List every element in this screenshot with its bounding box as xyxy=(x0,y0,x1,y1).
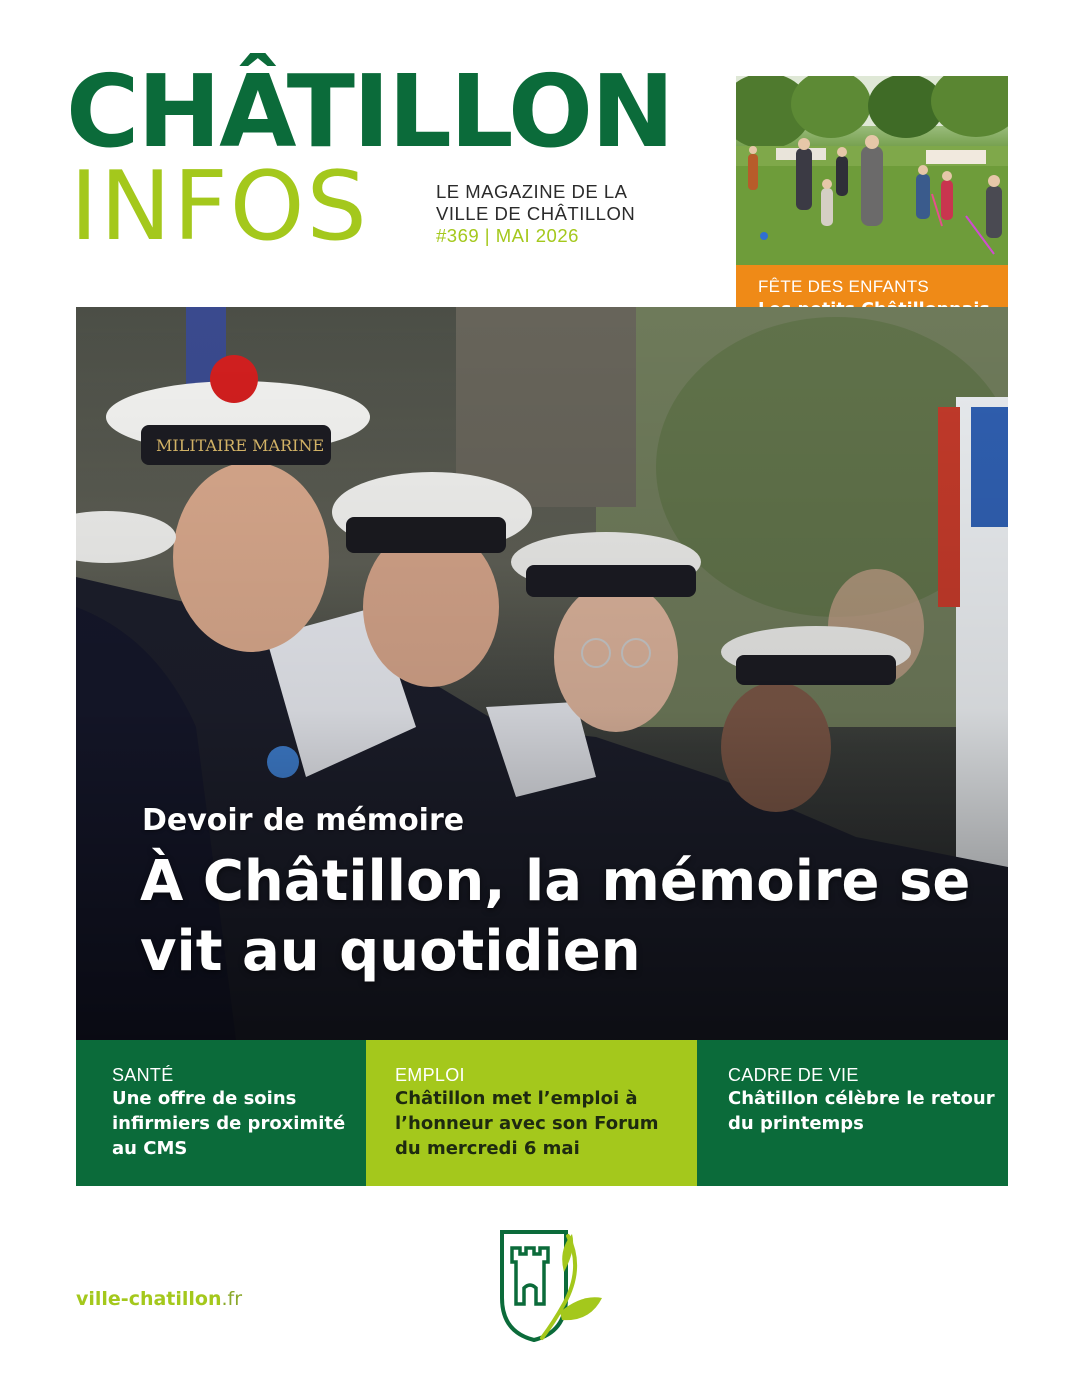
teaser-photo-illustration xyxy=(736,76,1008,265)
tagline-line2: VILLE DE CHÂTILLON xyxy=(436,203,636,224)
teaser-photo[interactable] xyxy=(736,76,1008,265)
panel-headline: Châtillon met l’emploi à l’honneur avec son Forum du mercredi 6 mai xyxy=(395,1088,659,1159)
panel-category: SANTÉ xyxy=(112,1065,174,1085)
city-crest-logo-icon xyxy=(498,1228,608,1344)
website-domain: ville-chatillon xyxy=(76,1288,222,1310)
panel-headline: Châtillon célèbre le retour du printemps xyxy=(728,1088,995,1134)
teaser-category: FÊTE DES ENFANTS xyxy=(758,277,930,296)
hero-kicker: Devoir de mémoire xyxy=(142,803,465,838)
panel-category: EMPLOI xyxy=(395,1065,465,1085)
panel-emploi[interactable] xyxy=(366,1040,697,1186)
hero-image[interactable] xyxy=(76,307,1008,1040)
tagline-line1: LE MAGAZINE DE LA xyxy=(436,181,628,202)
panel-sante[interactable] xyxy=(76,1040,366,1186)
panel-headline: Une offre de soins infirmiers de proximité au CMS xyxy=(112,1088,346,1159)
tagline xyxy=(436,181,635,247)
panel-category: CADRE DE VIE xyxy=(728,1065,859,1085)
website-link[interactable] xyxy=(76,1288,242,1310)
masthead-title: CHÂTILLON xyxy=(66,53,673,170)
panel-cadre-de-vie[interactable] xyxy=(697,1040,1008,1186)
website-tld: .fr xyxy=(221,1288,243,1310)
hero-title: À Châtillon, la mémoire se vit au quotidien xyxy=(140,849,971,984)
issue-info: #369 | MAI 2026 xyxy=(436,225,579,246)
masthead-subtitle: INFOS xyxy=(70,152,369,262)
